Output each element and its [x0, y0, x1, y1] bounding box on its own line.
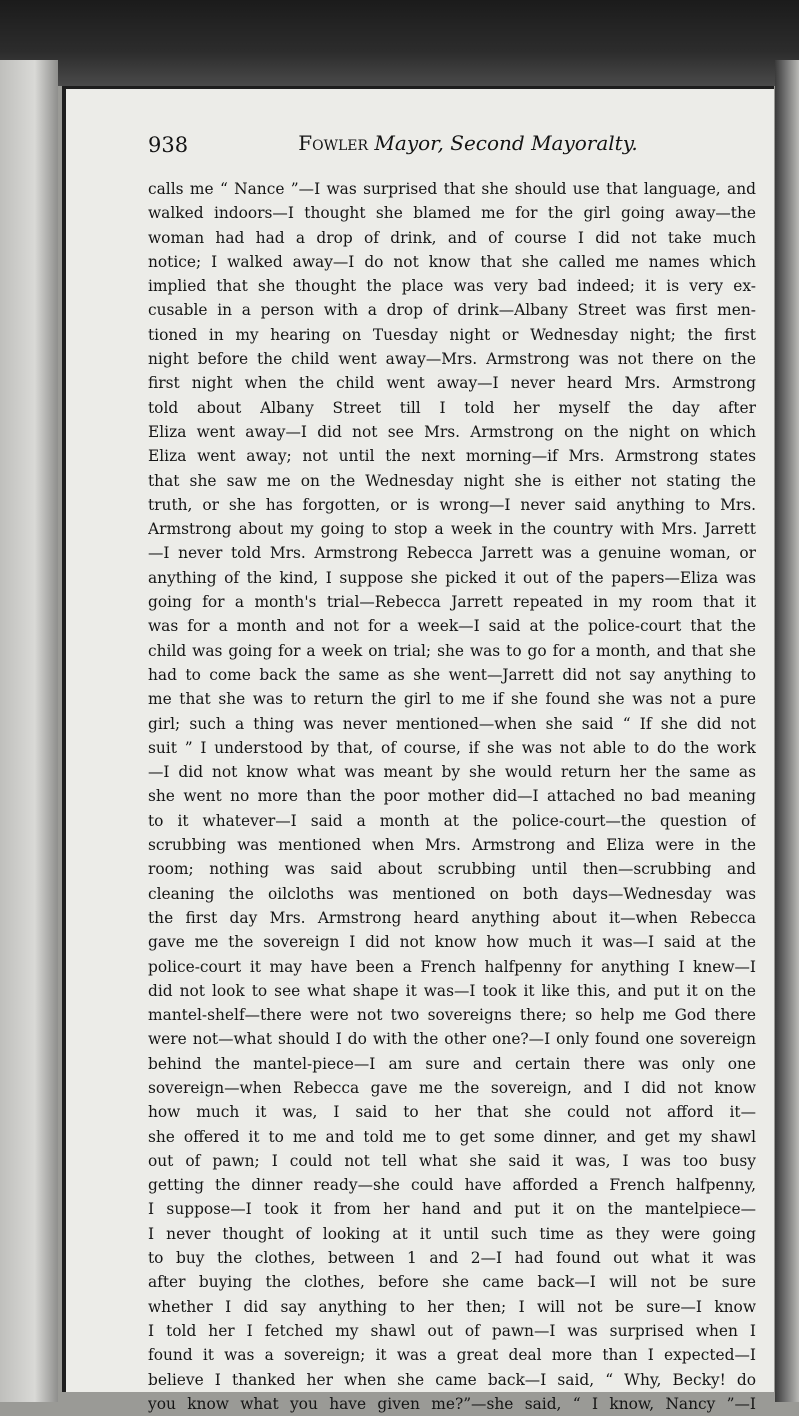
text-line: had to come back the same as she went—Jarrett did not say anything to: [148, 665, 756, 684]
text-line: Armstrong about my going to stop a week in the country with Mrs. Jarrett: [148, 520, 756, 539]
text-line: cleaning the oilcloths was mentioned on both days—Wednesday was: [148, 884, 756, 903]
text-line: were not—what should I do with the other one?—I only found one sovereign: [148, 1030, 756, 1049]
text-line: child was going for a week on trial; she was to go for a month, and that she: [148, 641, 756, 660]
text-line: told about Albany Street till I told her myself the day after: [148, 398, 756, 417]
running-title: [148, 131, 748, 155]
text-line: notice; I walked away—I do not know that she called me names which: [148, 252, 756, 271]
text-line: was for a month and not for a week—I said at the police-court that the: [148, 617, 756, 636]
text-line: me that she was to return the girl to me if she found she was not a pure: [148, 690, 756, 709]
text-line: girl; such a thing was never mentioned—when she said “ If she did not: [148, 714, 756, 733]
text-line: after buying the clothes, before she came back—I will not be sure: [148, 1273, 756, 1292]
text-line: did not look to see what shape it was—I took it like this, and put it on the: [148, 981, 756, 1000]
text-line: cusable in a person with a drop of drink—Albany Street was first men-: [148, 301, 756, 320]
text-line: I suppose—I took it from her hand and put it on the mantelpiece—: [148, 1200, 756, 1219]
text-line: first night when the child went away—I never heard Mrs. Armstrong: [148, 374, 756, 393]
text-line: suit ” I understood by that, of course, if she was not able to do the work: [148, 738, 756, 757]
text-line: room; nothing was said about scrubbing until then—scrubbing and: [148, 860, 756, 879]
text-line: night before the child went away—Mrs. Armstrong was not there on the: [148, 350, 756, 369]
text-line: to buy the clothes, between 1 and 2—I had found out what it was: [148, 1249, 756, 1268]
text-line: anything of the kind, I suppose she picked it out of the papers—Eliza was: [148, 568, 756, 587]
text-line: mantel-shelf—there were not two sovereigns there; so help me God there: [148, 1006, 756, 1025]
text-line: that she saw me on the Wednesday night she is either not stating the: [148, 471, 756, 490]
text-line: —I never told Mrs. Armstrong Rebecca Jarrett was a genuine woman, or: [148, 544, 756, 563]
text-line: the first day Mrs. Armstrong heard anything about it—when Rebecca: [148, 908, 756, 927]
text-line: tioned in my hearing on Tuesday night or Wednesday night; the first: [148, 325, 756, 344]
text-line: truth, or she has forgotten, or is wrong—I never said anything to Mrs.: [148, 495, 756, 514]
text-line: she offered it to me and told me to get some dinner, and get my shawl: [148, 1127, 756, 1146]
page-header: [148, 129, 748, 165]
text-line: gave me the sovereign I did not know how much it was—I said at the: [148, 933, 756, 952]
text-line: behind the mantel-piece—I am sure and certain there was only one: [148, 1054, 756, 1073]
book-page: [62, 86, 774, 1413]
text-line: —I did not know what was meant by she would return her the same as: [148, 763, 756, 782]
text-line: believe I thanked her when she came back—I said, “ Why, Becky! do: [148, 1370, 756, 1389]
text-line: how much it was, I said to her that she could not afford it—: [148, 1103, 756, 1122]
text-line: walked indoors—I thought she blamed me for the girl going away—the: [148, 204, 756, 223]
body-text: [148, 177, 756, 1416]
text-line: I never thought of looking at it until such time as they were going: [148, 1224, 756, 1243]
text-line: scrubbing was mentioned when Mrs. Armstrong and Eliza were in the: [148, 836, 756, 855]
scan-border-left: [0, 60, 58, 1402]
text-line: getting the dinner ready—she could have afforded a French halfpenny,: [148, 1176, 756, 1195]
text-line: Eliza went away—I did not see Mrs. Armstrong on the night on which: [148, 422, 756, 441]
text-line: Eliza went away; not until the next morning—if Mrs. Armstrong states: [148, 447, 756, 466]
text-line: implied that she thought the place was very bad indeed; it is very ex-: [148, 277, 756, 296]
running-title-rest: Mayor, Second Mayoralty.: [374, 131, 638, 155]
text-line: to it whatever—I said a month at the police-court—the question of: [148, 811, 756, 830]
text-line: going for a month's trial—Rebecca Jarrett repeated in my room that it: [148, 593, 756, 612]
text-line: I told her I fetched my shawl out of pawn—I was surprised when I: [148, 1321, 756, 1340]
running-title-name: Fowler: [298, 131, 369, 155]
text-line: woman had had a drop of drink, and of course I did not take much: [148, 228, 756, 247]
text-line: calls me “ Nance ”—I was surprised that she should use that language, and: [148, 180, 756, 198]
scan-dark-border-right: [775, 60, 799, 1402]
text-line: she went no more than the poor mother did—I attached no bad meaning: [148, 787, 756, 806]
page-number: 938: [148, 133, 189, 157]
text-line: found it was a sovereign; it was a great deal more than I expected—I: [148, 1346, 756, 1365]
text-line: whether I did say anything to her then; I will not be sure—I know: [148, 1297, 756, 1316]
text-line: sovereign—when Rebecca gave me the sovereign, and I did not know: [148, 1078, 756, 1097]
text-line: out of pawn; I could not tell what she said it was, I was too busy: [148, 1151, 756, 1170]
scan-dark-border-top: [0, 0, 799, 86]
text-line: police-court it may have been a French halfpenny for anything I knew—I: [148, 957, 756, 976]
text-line: you know what you have given me?”—she said, “ I know, Nancy ”—I: [148, 1394, 756, 1413]
